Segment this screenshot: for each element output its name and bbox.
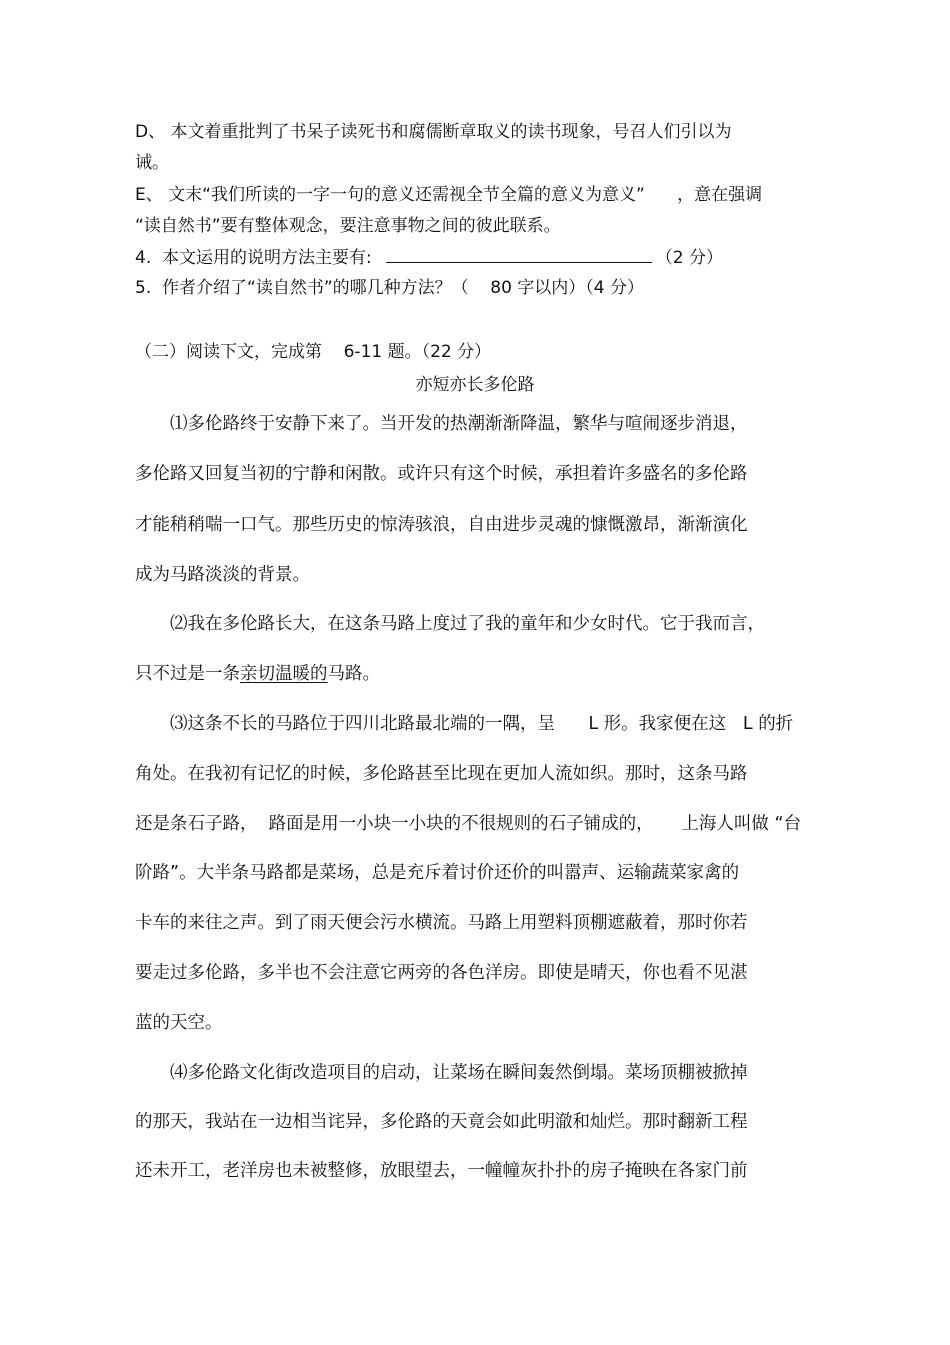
question-e-line1: E、 文末“我们所读的一字一句的意义还需视全节全篇的意义为意义” ，意在强调: [135, 185, 763, 205]
underlined-phrase: 亲切温暖的: [240, 664, 328, 684]
paragraph-line: 卡车的来往之声。到了雨天便会污水横流。马路上用塑料顶棚遮蔽着，那时你若: [135, 913, 748, 933]
paragraph-line: 角处。在我初有记忆的时候，多伦路甚至比现在更加人流如织。那时，这条马路: [135, 764, 748, 784]
answer-blank[interactable]: [386, 246, 652, 263]
paragraph-line: 成为马路淡淡的背景。: [135, 565, 310, 585]
paragraph-line: 蓝的天空。: [135, 1013, 223, 1033]
paragraph-line: ⑵我在多伦路长大，在这条马路上度过了我的童年和少女时代。它于我而言，: [170, 614, 765, 634]
question-4-score: （2 分）: [655, 248, 723, 268]
question-5: 5. 作者介绍了“读自然书”的哪几种方法？（ 80 字以内）（4 分）: [135, 278, 645, 298]
paragraph-line: 还未开工，老洋房也未被整修，放眼望去，一幢幢灰扑扑的房子掩映在各家门前: [135, 1161, 748, 1181]
paragraph-line: 要走过多伦路，多半也不会注意它两旁的各色洋房。即使是晴天，你也看不见湛: [135, 963, 748, 983]
section-heading: （二）阅读下文，完成第 6-11 题。（22 分）: [135, 342, 492, 362]
question-e-line2: “读自然书”要有整体观念，要注意事物之间的彼此联系。: [135, 216, 561, 236]
paragraph-line: ⑷多伦路文化街改造项目的启动，让菜场在瞬间轰然倒塌。菜场顶棚被掀掉: [170, 1063, 748, 1083]
text-segment: 马路。: [327, 664, 380, 684]
paragraph-line: [135, 663, 380, 685]
passage-title: 亦短亦长多伦路: [415, 375, 535, 395]
question-d-line2: 诫。: [135, 153, 169, 173]
paragraph-line: 的那天，我站在一边相当诧异，多伦路的天竟会如此明澈和灿烂。那时翻新工程: [135, 1112, 748, 1132]
paragraph-line: ⑴多伦路终于安静下来了。当开发的热潮渐渐降温，繁华与喧闹逐步消退，: [170, 414, 748, 434]
text-segment: 只不过是一条: [135, 664, 240, 684]
paragraph-line: 才能稍稍喘一口气。那些历史的惊涛骇浪，自由进步灵魂的慷慨激昂，渐渐演化: [135, 515, 748, 535]
paragraph-line: 阶路”。大半条马路都是菜场，总是充斥着讨价还价的叫嚣声、运输蔬菜家禽的: [135, 863, 740, 883]
paragraph-line: 还是条石子路， 路面是用一小块一小块的不很规则的石子铺成的， 上海人叫做 “台: [135, 814, 802, 834]
question-4: [135, 246, 723, 269]
question-d-line1: D、 本文着重批判了书呆子读死书和腐儒断章取义的读书现象，号召人们引以为: [135, 122, 732, 142]
question-4-text: 4. 本文运用的说明方法主要有:: [135, 248, 372, 268]
paragraph-line: ⑶这条不长的马路位于四川北路最北端的一隅，呈 L 形。我家便在这 L 的折: [170, 714, 794, 734]
paragraph-line: 多伦路又回复当初的宁静和闲散。或许只有这个时候，承担着许多盛名的多伦路: [135, 464, 748, 484]
